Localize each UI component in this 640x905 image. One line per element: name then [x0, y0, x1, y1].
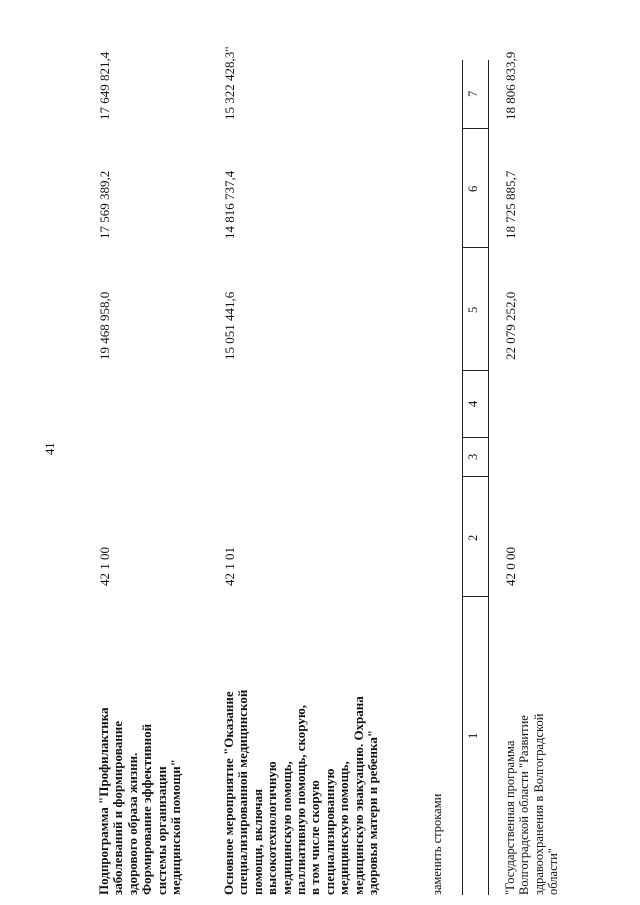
row-1-col6: 17 569 389,2 — [97, 170, 112, 239]
row-2-col6: 14 816 737,4 — [222, 170, 237, 239]
page-number: 41 — [43, 442, 57, 455]
new-row-col7: 18 806 833,9 — [503, 51, 518, 120]
header-cell-4: 4 — [466, 400, 480, 407]
row-2-code: 42 1 01 — [222, 547, 237, 586]
header-divider-6 — [462, 128, 488, 129]
header-divider-1 — [462, 596, 488, 597]
header-cell-6: 6 — [466, 185, 480, 192]
row-1-name: Подпрограмма "Профилактика заболеваний и формирование здорового образа жизни. Формирование эффективной системы организации медицинской помощи" — [96, 707, 184, 895]
new-row-col6: 18 725 885,7 — [503, 170, 518, 239]
header-cell-1: 1 — [466, 732, 480, 739]
header-divider-3 — [462, 437, 488, 438]
header-divider-4 — [462, 370, 488, 371]
row-1-code: 42 1 00 — [97, 547, 112, 586]
instruction-text: заменить строками — [430, 793, 444, 895]
header-divider-5 — [462, 247, 488, 248]
row-2-col5: 15 051 441,6 — [222, 291, 237, 360]
new-row-name: "Государственная программа Волгоградской области "Развитие здравоохранения в Волгоградской области" — [503, 713, 561, 895]
header-cell-3: 3 — [466, 453, 480, 460]
row-1-col7: 17 649 821,4 — [97, 51, 112, 120]
header-bottom-border — [488, 60, 489, 895]
header-top-border — [462, 60, 463, 895]
row-2-col7: 15 322 428,3" — [222, 46, 237, 120]
row-1-col5: 19 468 958,0 — [97, 291, 112, 360]
row-2-name: Основное мероприятие "Оказание специализированной медицинской помощи, включая высокотехнологичную медицинскую помощь, паллиативную помощь, скорую, в том числе скорую специализированную медицинскую помощь, медицинскую эвакуацию. Охрана здоровья матери и ребенка" — [221, 689, 381, 895]
header-cell-5: 5 — [466, 306, 480, 313]
header-cell-7: 7 — [466, 90, 480, 97]
header-divider-2 — [462, 476, 488, 477]
new-row-code: 42 0 00 — [503, 547, 518, 586]
header-cell-2: 2 — [466, 534, 480, 541]
new-row-col5: 22 079 252,0 — [503, 291, 518, 360]
